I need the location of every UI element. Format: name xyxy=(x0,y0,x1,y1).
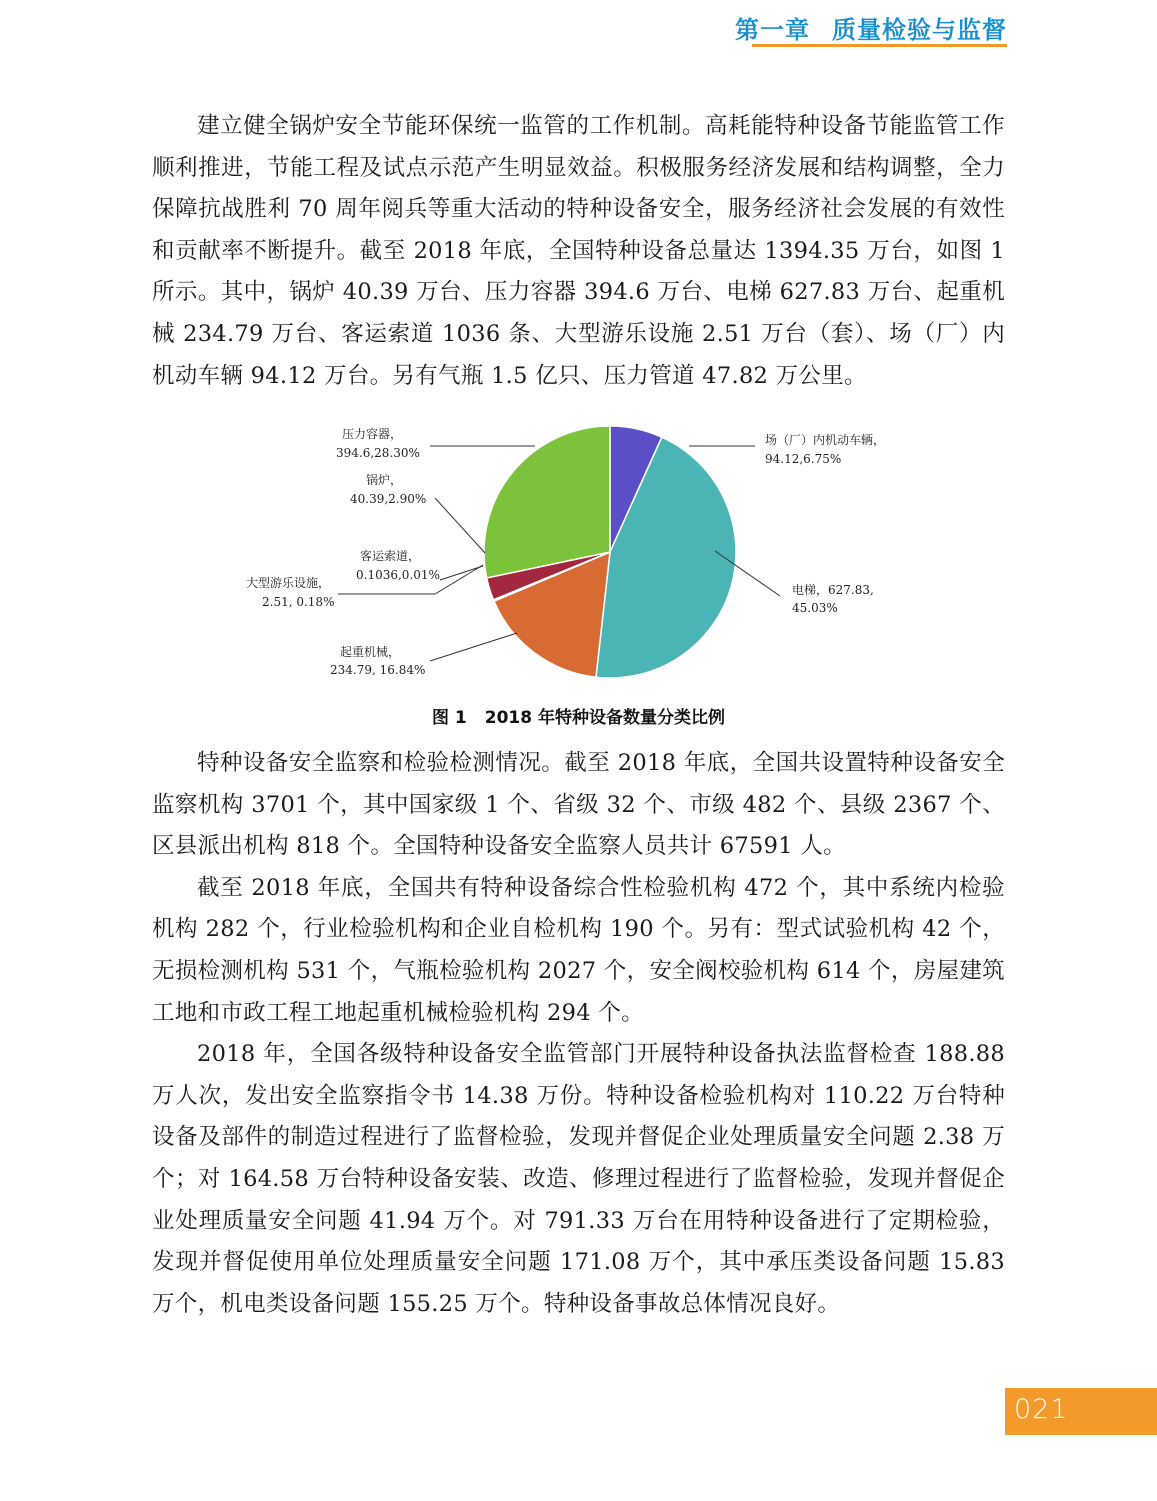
pie-chart-svg xyxy=(230,418,930,686)
label-boiler-name: 锅炉， xyxy=(366,473,403,487)
label-crane-name: 起重机械， xyxy=(340,645,401,659)
label-amusement-value: 2.51, 0.18% xyxy=(262,595,335,609)
paragraph: 建立健全锅炉安全节能环保统一监管的工作机制。高耗能特种设备节能监管工作顺利推进，节能工程及试点示范产生明显效益。积极服务经济发展和结构调整，全力保障抗战胜利 70 周年阅兵等重大活动的特种设备安全，服务经济社会发展的有效性和贡献率不断提升。截至 2018 年底，全国特种设备总量达 1394.35 万台，如图 1 所示。其中，锅炉 40.39 万台、压力容器 394.6 万台、电梯 627.83 万台、起重机械 234.79 万台、客运索道 1036 条、大型游乐设施 2.51 万台（套）、场（厂）内机动车辆 94.12 万台。另有气瓶 1.5 亿只、压力管道 47.82 万公里。 xyxy=(152,113,1005,389)
body-text-bottom xyxy=(152,743,1005,1325)
leader-line-boiler xyxy=(435,498,485,553)
label-boiler-value: 40.39,2.90% xyxy=(350,492,427,506)
label-ropeway-value: 0.1036,0.01% xyxy=(356,568,440,582)
label-vehicles-value: 94.12,6.75% xyxy=(765,452,842,466)
label-pressure-vessel-value: 394.6,28.30% xyxy=(336,446,420,460)
label-crane-value: 234.79, 16.84% xyxy=(330,663,426,677)
label-amusement-name: 大型游乐设施， xyxy=(246,576,331,590)
figure-title: 2018 年特种设备数量分类比例 xyxy=(484,708,725,728)
leader-line-crane xyxy=(430,633,517,661)
pie-slices xyxy=(484,426,736,678)
label-pressure-vessel-name: 压力容器， xyxy=(342,427,403,441)
header-rule xyxy=(752,44,1007,47)
paragraph: 截至 2018 年底，全国共有特种设备综合性检验机构 472 个，其中系统内检验机构 282 个，行业检验机构和企业自检机构 190 个。另有：型式试验机构 42 个，无损检测机构 531 个，气瓶检验机构 2027 个，安全阀校验机构 614 个，房屋建筑工地和市政工程工地起重机械检验机构 294 个。 xyxy=(152,874,1005,1026)
figure-number: 图 1 xyxy=(432,708,467,728)
pie-slice-6 xyxy=(484,426,610,578)
pie-chart xyxy=(230,418,930,686)
page-number-badge xyxy=(1005,1388,1157,1435)
figure-caption xyxy=(0,703,1157,728)
label-elevator-value: 45.03% xyxy=(792,601,838,615)
chapter-title: 质量检验与监督 xyxy=(832,16,1007,44)
paragraph: 特种设备安全监察和检验检测情况。截至 2018 年底，全国共设置特种设备安全监察机构 3701 个，其中国家级 1 个、省级 32 个、市级 482 个、县级 2367 个、区县派出机构 818 个。全国特种设备安全监察人员共计 67591 人。 xyxy=(152,750,1005,860)
chapter-label: 第一章 xyxy=(735,16,810,44)
label-ropeway-name: 客运索道， xyxy=(360,549,421,563)
running-header xyxy=(735,10,1007,45)
body-text-top xyxy=(152,106,1005,397)
label-elevator-name: 电梯，627.83, xyxy=(792,583,874,597)
label-vehicles-name: 场（厂）内机动车辆， xyxy=(765,433,886,447)
page-number: 021 xyxy=(1014,1394,1069,1425)
paragraph: 2018 年，全国各级特种设备安全监管部门开展特种设备执法监督检查 188.88 万人次，发出安全监察指令书 14.38 万份。特种设备检验机构对 110.22 万台特种设备及部件的制造过程进行了监督检验，发现并督促企业处理质量安全问题 2.38 万个；对 164.58 万台特种设备安装、改造、修理过程进行了监督检验，发现并督促企业处理质量安全问题 41.94 万个。对 791.33 万台在用特种设备进行了定期检验，发现并督促使用单位处理质量安全问题 171.08 万个，其中承压类设备问题 15.83 万个，机电类设备问题 155.25 万个。特种设备事故总体情况良好。 xyxy=(152,1041,1005,1317)
